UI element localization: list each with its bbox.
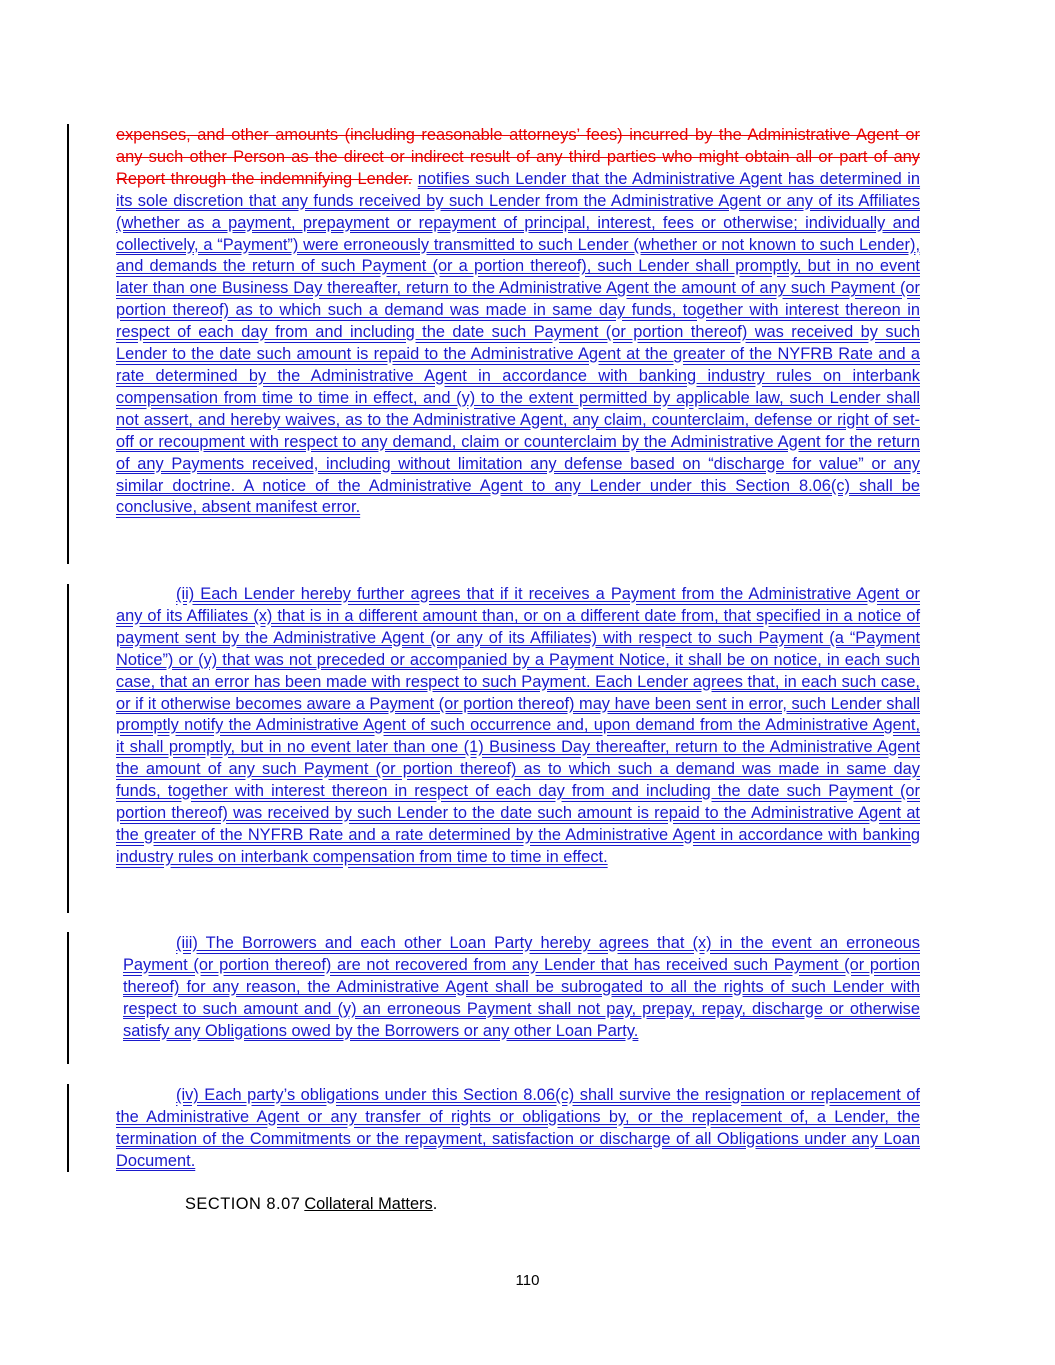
deleted-text: expenses, and other amounts (including reasonable attorneys’ fees) incurred by the Administrative Agent or any such other Person as the direct or indirect result of any third parties who might obtain all or part of any Report through the indemnifying Lender. xyxy=(116,126,920,188)
section-title: Collateral Matters xyxy=(304,1195,433,1213)
inserted-text: notifies such Lender that the Administrative Agent has determined in its sole discretion that any funds received by such Lender from the Administrative Agent or any of its Affiliates (whether as a payment, prepayment or repayment of principal, interest, fees or otherwise; individually and collectively, a “Payment”) were erroneously transmitted to such Lender (whether or not known to such Lender), and demands the return of such Payment (or a portion thereof), such Lender shall promptly, but in no event later than one Business Day thereafter, return to the Administrative Agent the amount of any such Payment (or portion thereof) as to which such a demand was made in same day funds, together with interest thereon in respect of each day from and including the date such Payment (or portion thereof) was received by such Lender to the date such amount is repaid to the Administrative Agent at the greater of the NYFRB Rate and a rate determined by the Administrative Agent in accordance with banking industry rules on interbank compensation from time to time in effect, and (y) to the extent permitted by applicable law, such Lender shall not assert, and hereby waives, as to the Administrative Agent, any claim, counterclaim, defense or right of set-off or recoupment with respect to any demand, claim or counterclaim by the Administrative Agent for the return of any Payments received, including without limitation any defense based on “discharge for value” or any similar doctrine. A notice of the Administrative Agent to any Lender under this Section 8.06(c) shall be conclusive, absent manifest error. xyxy=(116,169,921,517)
section-period: . xyxy=(432,1195,438,1213)
paragraph-erroneous-payment-ii xyxy=(116,584,920,869)
inserted-text: (iv) Each party’s obligations under this Section 8.06(c) shall survive the resignation or replacement of the Administrative Agent or any transfer of rights or obligations by, or the replacement of, a Lender, the termination of the Commitments or the repayment, satisfaction or discharge of all Obligations under any Loan Document. xyxy=(116,1086,920,1170)
paragraph-erroneous-payment-i xyxy=(116,125,920,519)
inserted-text: (ii) Each Lender hereby further agrees that if it receives a Payment from the Administrative Agent or any of its Affiliates (x) that is in a different amount than, or on a different date from, that specified in a notice of payment sent by the Administrative Agent (or any of its Affiliates) with respect to such Payment (a “Payment Notice”) or (y) that was not preceded or accompanied by a Payment Notice, it shall be on notice, in each such case, that an error has been made with respect to such Payment. Each Lender agrees that, in each such case, or if it otherwise becomes aware a Payment (or portion thereof) may have been sent in error, such Lender shall promptly notify the Administrative Agent of such occurrence and, upon demand from the Administrative Agent, it shall promptly, but in no event later than one (1) Business Day thereafter, return to the Administrative Agent the amount of any such Payment (or portion thereof) as to which such a demand was made in same day funds, together with interest thereon in respect of each day from and including the date such Payment (or portion thereof) was received by such Lender to the date such amount is repaid to the Administrative Agent at the greater of the NYFRB Rate and a rate determined by the Administrative Agent in accordance with banking industry rules on interbank compensation from time to time in effect. xyxy=(116,585,920,866)
change-bar xyxy=(67,584,69,913)
section-number: SECTION 8.07 xyxy=(185,1195,301,1213)
section-heading xyxy=(185,1193,437,1215)
paragraph-erroneous-payment-iii xyxy=(123,933,920,1043)
change-bar xyxy=(67,124,69,564)
change-bar xyxy=(67,932,69,1064)
page-number: 110 xyxy=(515,1272,540,1289)
paragraph-erroneous-payment-iv xyxy=(116,1085,920,1173)
inserted-text: (iii) The Borrowers and each other Loan Party hereby agrees that (x) in the event an erroneous Payment (or portion thereof) are not recovered from any Lender that has received such Payment (or portion thereof) for any reason, the Administrative Agent shall be subrogated to all the rights of such Lender with respect to such amount and (y) an erroneous Payment shall not pay, prepay, repay, discharge or otherwise satisfy any Obligations owed by the Borrowers or any other Loan Party. xyxy=(123,934,920,1040)
change-bar xyxy=(67,1084,69,1172)
